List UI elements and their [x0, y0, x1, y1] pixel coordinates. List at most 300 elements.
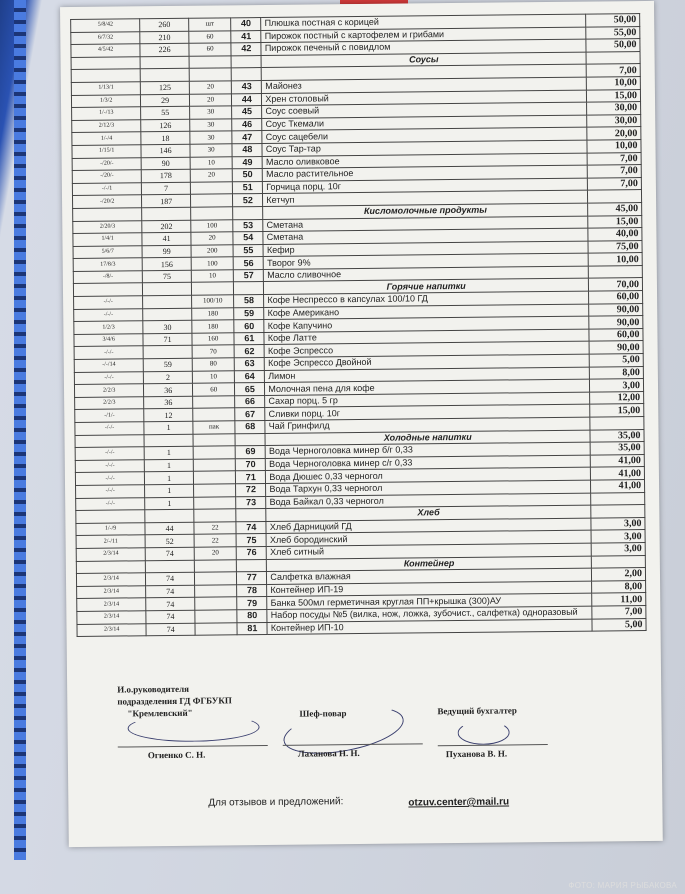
signature-left-title-2: подразделения ГД ФГБУКП: [117, 695, 232, 707]
cell-name: Вода Дюшес 0,33 черногол: [266, 467, 591, 483]
cell-price: 35,00: [590, 442, 644, 455]
cell-code: 2/-/11: [76, 535, 145, 548]
cell-quantity: [140, 56, 189, 69]
cell-number: 72: [236, 483, 266, 496]
cell-price: 5,00: [592, 618, 646, 631]
cell-unit: 60: [189, 43, 232, 56]
cell-price: 75,00: [588, 240, 642, 253]
cell-quantity: 1: [145, 459, 194, 472]
cell-unit: 100/10: [191, 295, 234, 308]
cell-code: 2/3/14: [76, 573, 145, 586]
cell-quantity: 210: [140, 31, 189, 44]
cell-number: 49: [232, 156, 262, 169]
cell-name: Контейнер ИП-10: [267, 619, 592, 635]
cell-code: -/-/-: [75, 460, 144, 473]
cell-unit: 10: [191, 270, 234, 283]
cell-code: [75, 434, 144, 447]
cell-code: -/-/-: [76, 485, 145, 498]
cell-unit: 30: [190, 106, 233, 119]
cell-number: 68: [235, 420, 265, 433]
cell-price: 60,00: [589, 328, 643, 341]
cell-quantity: [143, 295, 192, 308]
cell-unit: [195, 622, 238, 635]
cell-number: 58: [234, 295, 264, 308]
cell-number: 53: [233, 219, 263, 232]
cell-name: Плюшка постная с корицей: [261, 14, 586, 30]
cell-number: 81: [237, 622, 267, 635]
cell-unit: 20: [189, 93, 232, 106]
cell-number: 71: [236, 471, 266, 484]
cell-price: 10,00: [588, 253, 642, 266]
cell-price: 8,00: [589, 366, 643, 379]
cell-name: Соус соевый: [262, 102, 587, 118]
cell-code: 2/12/3: [72, 120, 141, 133]
cell-code: 2/3/14: [77, 585, 146, 598]
cell-code: [71, 69, 140, 82]
cell-price: 12,00: [590, 391, 644, 404]
feedback-email-link[interactable]: otzuv.center@mail.ru: [408, 796, 510, 809]
cell-number: 70: [236, 458, 266, 471]
cell-number: 55: [233, 244, 263, 257]
cell-price: 7,00: [587, 152, 641, 165]
cell-quantity: 74: [146, 585, 195, 598]
cell-code: 5/6/7: [73, 245, 142, 258]
binder-spine: [14, 0, 26, 860]
cell-unit: 30: [190, 119, 233, 132]
cell-name: Сметана: [263, 228, 588, 244]
cell-code: 1/-/4: [72, 132, 141, 145]
signature-mid-name: Лаханова Н. Н.: [297, 748, 360, 759]
cell-number: 62: [234, 345, 264, 358]
cell-quantity: 125: [141, 81, 190, 94]
cell-price: 7,00: [587, 165, 641, 178]
cell-price: 7,00: [586, 64, 640, 77]
cell-name: Хлеб ситный: [267, 543, 592, 559]
cell-unit: 100: [191, 219, 234, 232]
cell-unit: 30: [190, 144, 233, 157]
price-table: [70, 13, 646, 637]
cell-price: 50,00: [586, 39, 640, 52]
cell-price: [591, 492, 645, 505]
category-title: Кисломолочные продукты: [263, 203, 588, 219]
cell-unit: [193, 433, 236, 446]
cell-number: 56: [233, 257, 263, 270]
category-title: Горячие напитки: [264, 279, 589, 295]
category-title: Холодные напитки: [265, 430, 590, 446]
cell-number: [234, 282, 264, 295]
cell-name: Сахар порц. 5 гр: [265, 392, 590, 408]
cell-price: 30,00: [587, 102, 641, 115]
cell-name: Салфетка влажная: [267, 568, 592, 584]
cell-code: 1/-/13: [72, 107, 141, 120]
cell-quantity: 7: [142, 182, 191, 195]
cell-name: Хрен столовый: [262, 90, 587, 106]
cell-name: Вода Тархун 0,33 черногол: [266, 480, 591, 496]
signature-left-title-3: "Кремлевский": [127, 707, 193, 719]
cell-quantity: 2: [144, 371, 193, 384]
cell-unit: 10: [192, 370, 235, 383]
signature-mid-title: Шеф-повар: [299, 708, 347, 719]
cell-unit: [194, 496, 237, 509]
cell-number: 77: [237, 572, 267, 585]
cell-code: 2/2/3: [75, 397, 144, 410]
cell-unit: 180: [192, 320, 235, 333]
cell-code: 1/2/3: [74, 321, 143, 334]
cell-unit: [194, 572, 237, 585]
cell-code: -/-/-: [74, 371, 143, 384]
cell-code: [71, 57, 140, 70]
signature-right-line: [438, 744, 548, 746]
cell-quantity: 41: [142, 232, 191, 245]
cell-code: -/-/-: [75, 422, 144, 435]
cell-price: 10,00: [586, 77, 640, 90]
cell-price: 90,00: [589, 303, 643, 316]
cell-code: -/-/-: [74, 346, 143, 359]
cell-code: 17/8/3: [73, 258, 142, 271]
cell-quantity: 74: [145, 547, 194, 560]
cell-unit: [193, 446, 236, 459]
cell-number: 57: [234, 269, 264, 282]
cell-quantity: 178: [142, 169, 191, 182]
category-title: Соусы: [261, 52, 586, 68]
cell-number: 74: [236, 521, 266, 534]
cell-quantity: [143, 346, 192, 359]
cell-name: Хлеб бородинский: [266, 530, 591, 546]
cell-price: 41,00: [591, 479, 645, 492]
cell-quantity: 74: [146, 610, 195, 623]
cell-price: 3,00: [590, 379, 644, 392]
cell-name: Соус сацебели: [262, 127, 587, 143]
cell-unit: 160: [192, 333, 235, 346]
cell-name: Пирожок печеный с повидлом: [261, 39, 586, 55]
cell-unit: [194, 509, 237, 522]
cell-quantity: 187: [142, 195, 191, 208]
cell-unit: 60: [189, 30, 232, 43]
cell-quantity: 52: [145, 535, 194, 548]
cell-quantity: 1: [144, 421, 193, 434]
cell-quantity: 18: [141, 132, 190, 145]
cell-price: 30,00: [587, 114, 641, 127]
cell-quantity: 74: [146, 572, 195, 585]
cell-name: Пирожок постный с картофелем и грибами: [261, 27, 586, 43]
cell-number: 45: [232, 106, 262, 119]
cell-price: [591, 555, 645, 568]
cell-number: 43: [232, 80, 262, 93]
cell-name: Кофе Американо: [264, 304, 589, 320]
cell-name: Горчица порц. 10г: [263, 178, 588, 194]
cell-name: Майонез: [262, 77, 587, 93]
cell-name: Вода Черноголовка минер с/г 0,33: [266, 455, 591, 471]
cell-code: -/1/-: [75, 409, 144, 422]
cell-unit: [193, 396, 236, 409]
cell-quantity: 126: [141, 119, 190, 132]
cell-code: -/-/-: [75, 472, 144, 485]
cell-price: 90,00: [589, 341, 643, 354]
cell-number: 46: [232, 118, 262, 131]
cell-quantity: 12: [144, 409, 193, 422]
cell-price: 15,00: [588, 215, 642, 228]
cell-code: -/8/-: [73, 271, 142, 284]
cell-unit: [189, 68, 232, 81]
cell-name: Соус Тар-тар: [262, 140, 587, 156]
cell-price: [588, 265, 642, 278]
cell-quantity: [143, 308, 192, 321]
cell-price: 90,00: [589, 316, 643, 329]
cell-quantity: 75: [143, 270, 192, 283]
cell-name: Набор посуды №5 (вилка, нож, ложка, зубочист., салфетка) одноразовый: [267, 606, 592, 622]
cell-number: 50: [233, 169, 263, 182]
category-title: Хлеб: [266, 505, 591, 521]
cell-number: 59: [234, 307, 264, 320]
cell-quantity: 74: [146, 598, 195, 611]
cell-code: [73, 283, 142, 296]
cell-unit: 10: [190, 156, 233, 169]
cell-unit: [190, 194, 233, 207]
cell-unit: 80: [192, 358, 235, 371]
cell-name: Кетчуп: [263, 190, 588, 206]
cell-name: Кофе Эспрессо: [264, 342, 589, 358]
cell-price: 10,00: [587, 139, 641, 152]
cell-quantity: [142, 207, 191, 220]
cell-code: [76, 560, 145, 573]
cell-name: Молочная пена для кофе: [265, 379, 590, 395]
cell-code: 3/4/6: [74, 334, 143, 347]
cell-quantity: 99: [142, 245, 191, 258]
cell-name: Масло растительное: [263, 165, 588, 181]
cell-name: Масло оливковое: [262, 153, 587, 169]
cell-unit: 20: [189, 81, 232, 94]
cell-quantity: 226: [140, 43, 189, 56]
cell-quantity: 55: [141, 106, 190, 119]
cell-quantity: 90: [141, 157, 190, 170]
cell-number: 69: [235, 446, 265, 459]
cell-price: 60,00: [589, 291, 643, 304]
cell-price: 7,00: [588, 177, 642, 190]
category-title: Контейнер: [267, 556, 592, 572]
cell-quantity: 1: [145, 497, 194, 510]
cell-unit: 100: [191, 257, 234, 270]
cell-quantity: 1: [145, 472, 194, 485]
cell-price: 70,00: [589, 278, 643, 291]
cell-price: 20,00: [587, 127, 641, 140]
cell-number: 52: [233, 194, 263, 207]
cell-quantity: [143, 283, 192, 296]
cell-price: 5,00: [589, 354, 643, 367]
cell-unit: [191, 207, 234, 220]
cell-name: Чай Гринфилд: [265, 417, 590, 433]
cell-unit: [189, 56, 232, 69]
cell-number: [233, 206, 263, 219]
cell-unit: 30: [190, 131, 233, 144]
cell-code: 5/8/42: [71, 19, 140, 32]
cell-code: 2/3/14: [77, 623, 146, 636]
cell-price: 15,00: [590, 404, 644, 417]
cell-code: 1/-/9: [76, 522, 145, 535]
cell-price: [591, 505, 645, 518]
cell-number: 47: [232, 131, 262, 144]
cell-code: [73, 208, 142, 221]
cell-name: Вода Байкал 0,33 черногол: [266, 493, 591, 509]
cell-price: 3,00: [591, 530, 645, 543]
cell-code: -/-/-: [75, 447, 144, 460]
cell-number: 54: [233, 232, 263, 245]
cell-price: 40,00: [588, 228, 642, 241]
cell-unit: [193, 459, 236, 472]
cell-unit: [195, 597, 238, 610]
cell-unit: [191, 282, 234, 295]
cell-price: 35,00: [590, 429, 644, 442]
cell-price: 2,00: [592, 568, 646, 581]
cell-price: [586, 51, 640, 64]
cell-unit: 180: [192, 307, 235, 320]
cell-quantity: 29: [141, 94, 190, 107]
cell-name: Кофе Капучино: [264, 316, 589, 332]
cell-number: 66: [235, 395, 265, 408]
cell-number: 78: [237, 584, 267, 597]
cell-quantity: 1: [145, 484, 194, 497]
cell-name: Соус Ткемали: [262, 115, 587, 131]
cell-name: Лимон: [265, 367, 590, 383]
cell-unit: [195, 585, 238, 598]
cell-name: Сметана: [263, 216, 588, 232]
cell-name: Хлеб Дарницкий ГД: [266, 518, 591, 534]
cell-name: Кофе Эспрессо Двойной: [265, 354, 590, 370]
cell-code: 2/3/14: [76, 548, 145, 561]
cell-name: Сливки порц. 10г: [265, 404, 590, 420]
cell-name: Кофе Неспрессо в капсулах 100/10 ГД: [264, 291, 589, 307]
cell-unit: 22: [194, 534, 237, 547]
cell-quantity: 156: [142, 258, 191, 271]
cell-code: -/-/-: [74, 308, 143, 321]
cell-code: 1/3/2: [71, 94, 140, 107]
cell-unit: [190, 182, 233, 195]
cell-code: -/-/14: [74, 359, 143, 372]
cell-unit: 22: [194, 522, 237, 535]
cell-name: Творог 9%: [263, 253, 588, 269]
cell-code: 2/3/14: [77, 598, 146, 611]
cell-price: [588, 190, 642, 203]
cell-price: 15,00: [587, 89, 641, 102]
cell-number: [235, 433, 265, 446]
cell-number: [231, 55, 261, 68]
cell-number: 67: [235, 408, 265, 421]
cell-code: 2/2/3: [74, 384, 143, 397]
cell-number: [232, 68, 262, 81]
cell-number: 51: [233, 181, 263, 194]
cell-number: 79: [237, 597, 267, 610]
cell-unit: шт: [189, 18, 232, 31]
signature-left-line: [118, 745, 268, 748]
cell-unit: 60: [192, 383, 235, 396]
cell-unit: 20: [194, 547, 237, 560]
cell-quantity: 36: [144, 383, 193, 396]
cell-number: 63: [235, 358, 265, 371]
cell-quantity: [145, 509, 194, 522]
cell-quantity: 59: [144, 358, 193, 371]
cell-quantity: [146, 560, 195, 573]
cell-number: 41: [231, 30, 261, 43]
cell-quantity: 30: [143, 320, 192, 333]
cell-quantity: 74: [146, 623, 195, 636]
cell-number: 65: [235, 383, 265, 396]
cell-unit: [194, 559, 237, 572]
cell-price: [590, 417, 644, 430]
cell-number: [236, 509, 266, 522]
cell-code: 4/5/42: [71, 44, 140, 57]
cell-code: [76, 510, 145, 523]
cell-price: 55,00: [586, 26, 640, 39]
cell-number: 60: [234, 320, 264, 333]
cell-number: 42: [231, 43, 261, 56]
cell-price: 45,00: [588, 202, 642, 215]
photo-credit: ФОТО: МАРИЯ РЫБАКОВА: [568, 881, 677, 890]
cell-code: -/-/-: [74, 296, 143, 309]
cell-quantity: 1: [144, 446, 193, 459]
cell-quantity: 44: [145, 522, 194, 535]
cell-unit: [193, 471, 236, 484]
cell-quantity: [140, 69, 189, 82]
cell-number: 40: [231, 18, 261, 31]
cell-number: 73: [236, 496, 266, 509]
cell-price: 8,00: [592, 580, 646, 593]
cell-unit: [193, 484, 236, 497]
cell-unit: 200: [191, 244, 234, 257]
cell-price: 50,00: [586, 14, 640, 27]
cell-number: 76: [237, 546, 267, 559]
cell-code: 1/4/1: [73, 233, 142, 246]
cell-code: 1/15/1: [72, 145, 141, 158]
cell-unit: 70: [192, 345, 235, 358]
cell-number: [237, 559, 267, 572]
cell-quantity: 146: [141, 144, 190, 157]
cell-price: 3,00: [591, 542, 645, 555]
cell-price: 3,00: [591, 517, 645, 530]
cell-code: 6/7/32: [71, 31, 140, 44]
cell-code: -/-/-: [76, 497, 145, 510]
cell-unit: пак: [193, 421, 236, 434]
signature-left-title-1: И.о.руководителя: [117, 683, 190, 695]
cell-number: 80: [237, 609, 267, 622]
cell-code: -/-/1: [72, 182, 141, 195]
cell-code: -/20/-: [72, 170, 141, 183]
cell-code: -/20/2: [72, 195, 141, 208]
cell-number: 44: [232, 93, 262, 106]
cell-code: 1/13/1: [71, 82, 140, 95]
cell-quantity: 202: [142, 220, 191, 233]
cell-price: 11,00: [592, 593, 646, 606]
cell-price: 41,00: [591, 467, 645, 480]
cell-name: Банка 500мл герметичная круглая ПП+крышка (300)АУ: [267, 593, 592, 609]
cell-name: Кофе Латте: [264, 329, 589, 345]
cell-name: Кефир: [263, 241, 588, 257]
cell-quantity: 71: [143, 333, 192, 346]
cell-number: 48: [232, 143, 262, 156]
cell-number: 61: [234, 332, 264, 345]
cell-code: 2/20/3: [73, 220, 142, 233]
cell-unit: 20: [190, 169, 233, 182]
menu-sheet: [60, 1, 663, 847]
cell-quantity: 260: [140, 18, 189, 31]
cell-name: Контейнер ИП-19: [267, 581, 592, 597]
signature-right-scribble: [458, 720, 510, 745]
cell-number: 64: [235, 370, 265, 383]
cell-price: 7,00: [592, 605, 646, 618]
cell-unit: [195, 610, 238, 623]
signature-right-name: Пуханова В. Н.: [445, 748, 508, 760]
cell-name: Масло сливочное: [264, 266, 589, 282]
cell-code: 2/3/14: [77, 611, 146, 624]
feedback-label: Для отзывов и предложений:: [208, 796, 344, 809]
